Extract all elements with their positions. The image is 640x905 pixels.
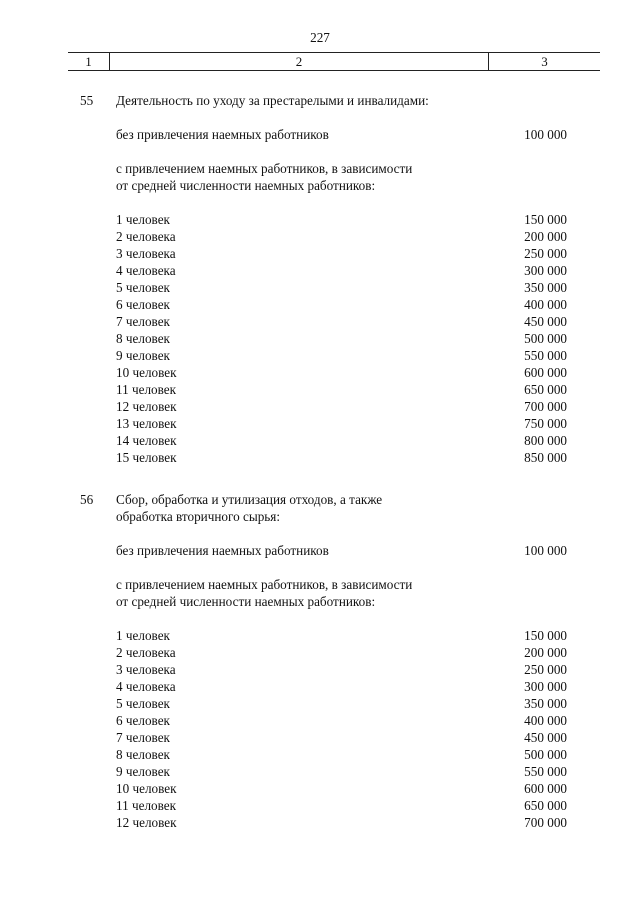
column-header-1: 1 [68, 53, 110, 70]
employee-count-label: 10 человек [116, 365, 177, 380]
employee-count-label: 8 человек [116, 747, 170, 762]
employee-count-label: 3 человека [116, 662, 176, 677]
list-item [0, 780, 640, 797]
with-employees-line: от средней численности наемных работников: [116, 178, 376, 193]
rate-value: 150 000 [524, 628, 567, 643]
list-item [0, 644, 640, 661]
employee-count-label: 12 человек [116, 399, 177, 414]
section-56 [0, 491, 640, 831]
no-employees-value: 100 000 [524, 543, 567, 558]
with-employees-text [0, 593, 640, 610]
employee-count-label: 12 человек [116, 815, 177, 830]
with-employees-text [0, 576, 640, 593]
with-employees-text [0, 160, 640, 177]
list-item [0, 627, 640, 644]
no-employees-label: без привлечения наемных работников [116, 543, 329, 558]
employee-count-label: 9 человек [116, 764, 170, 779]
employee-count-label: 5 человек [116, 696, 170, 711]
list-item [0, 364, 640, 381]
rate-value: 550 000 [524, 764, 567, 779]
list-item [0, 678, 640, 695]
employee-count-label: 2 человека [116, 645, 176, 660]
with-employees-line: с привлечением наемных работников, в зависимости [116, 161, 413, 176]
employee-rate-list [0, 627, 640, 831]
rate-value: 700 000 [524, 815, 567, 830]
list-item [0, 330, 640, 347]
section-title-line [0, 508, 640, 525]
employee-count-label: 8 человек [116, 331, 170, 346]
list-item [0, 398, 640, 415]
column-header-row [68, 52, 600, 71]
section-title-line [0, 92, 640, 109]
employee-count-label: 15 человек [116, 450, 177, 465]
rate-value: 450 000 [524, 730, 567, 745]
column-header-2: 2 [110, 53, 489, 70]
rate-value: 700 000 [524, 399, 567, 414]
list-item [0, 763, 640, 780]
rate-value: 300 000 [524, 679, 567, 694]
list-item [0, 313, 640, 330]
no-employees-value: 100 000 [524, 127, 567, 142]
employee-count-label: 14 человек [116, 433, 177, 448]
with-employees-line: от средней численности наемных работников: [116, 594, 376, 609]
list-item [0, 432, 640, 449]
rate-value: 750 000 [524, 416, 567, 431]
no-employees-row [0, 126, 640, 143]
section-title: Деятельность по уходу за престарелыми и инвалидами: [116, 93, 429, 108]
list-item [0, 245, 640, 262]
rate-value: 550 000 [524, 348, 567, 363]
rate-value: 600 000 [524, 781, 567, 796]
employee-count-label: 11 человек [116, 382, 177, 397]
section-title-continued: обработка вторичного сырья: [116, 509, 281, 524]
section-title: Сбор, обработка и утилизация отходов, а также [116, 492, 383, 507]
list-item [0, 695, 640, 712]
employee-count-label: 2 человека [116, 229, 176, 244]
employee-count-label: 11 человек [116, 798, 177, 813]
rate-value: 800 000 [524, 433, 567, 448]
rate-value: 350 000 [524, 696, 567, 711]
section-55 [0, 92, 640, 466]
with-employees-line: с привлечением наемных работников, в зависимости [116, 577, 413, 592]
section-title-line [0, 491, 640, 508]
list-item [0, 262, 640, 279]
rate-value: 650 000 [524, 798, 567, 813]
employee-count-label: 7 человек [116, 314, 170, 329]
rate-value: 850 000 [524, 450, 567, 465]
rate-value: 400 000 [524, 713, 567, 728]
employee-count-label: 6 человек [116, 297, 170, 312]
employee-count-label: 5 человек [116, 280, 170, 295]
list-item [0, 729, 640, 746]
list-item [0, 211, 640, 228]
employee-rate-list [0, 211, 640, 466]
no-employees-label: без привлечения наемных работников [116, 127, 329, 142]
list-item [0, 296, 640, 313]
employee-count-label: 7 человек [116, 730, 170, 745]
employee-count-label: 4 человека [116, 263, 176, 278]
rate-value: 350 000 [524, 280, 567, 295]
list-item [0, 449, 640, 466]
employee-count-label: 1 человек [116, 628, 170, 643]
list-item [0, 814, 640, 831]
list-item [0, 415, 640, 432]
with-employees-text [0, 177, 640, 194]
rate-value: 500 000 [524, 747, 567, 762]
list-item [0, 797, 640, 814]
section-number: 55 [80, 93, 94, 108]
rate-value: 300 000 [524, 263, 567, 278]
rate-value: 200 000 [524, 229, 567, 244]
employee-count-label: 6 человек [116, 713, 170, 728]
employee-count-label: 4 человека [116, 679, 176, 694]
employee-count-label: 3 человека [116, 246, 176, 261]
list-item [0, 712, 640, 729]
list-item [0, 746, 640, 763]
rate-value: 400 000 [524, 297, 567, 312]
no-employees-row [0, 542, 640, 559]
section-number: 56 [80, 492, 94, 507]
page-number: 227 [310, 30, 330, 45]
employee-count-label: 10 человек [116, 781, 177, 796]
list-item [0, 661, 640, 678]
rate-value: 450 000 [524, 314, 567, 329]
employee-count-label: 13 человек [116, 416, 177, 431]
employee-count-label: 9 человек [116, 348, 170, 363]
list-item [0, 279, 640, 296]
rate-value: 600 000 [524, 365, 567, 380]
list-item [0, 228, 640, 245]
rate-value: 200 000 [524, 645, 567, 660]
rate-value: 250 000 [524, 246, 567, 261]
column-header-3: 3 [541, 54, 548, 69]
rate-value: 250 000 [524, 662, 567, 677]
rate-value: 500 000 [524, 331, 567, 346]
rate-value: 150 000 [524, 212, 567, 227]
employee-count-label: 1 человек [116, 212, 170, 227]
list-item [0, 381, 640, 398]
rate-value: 650 000 [524, 382, 567, 397]
list-item [0, 347, 640, 364]
